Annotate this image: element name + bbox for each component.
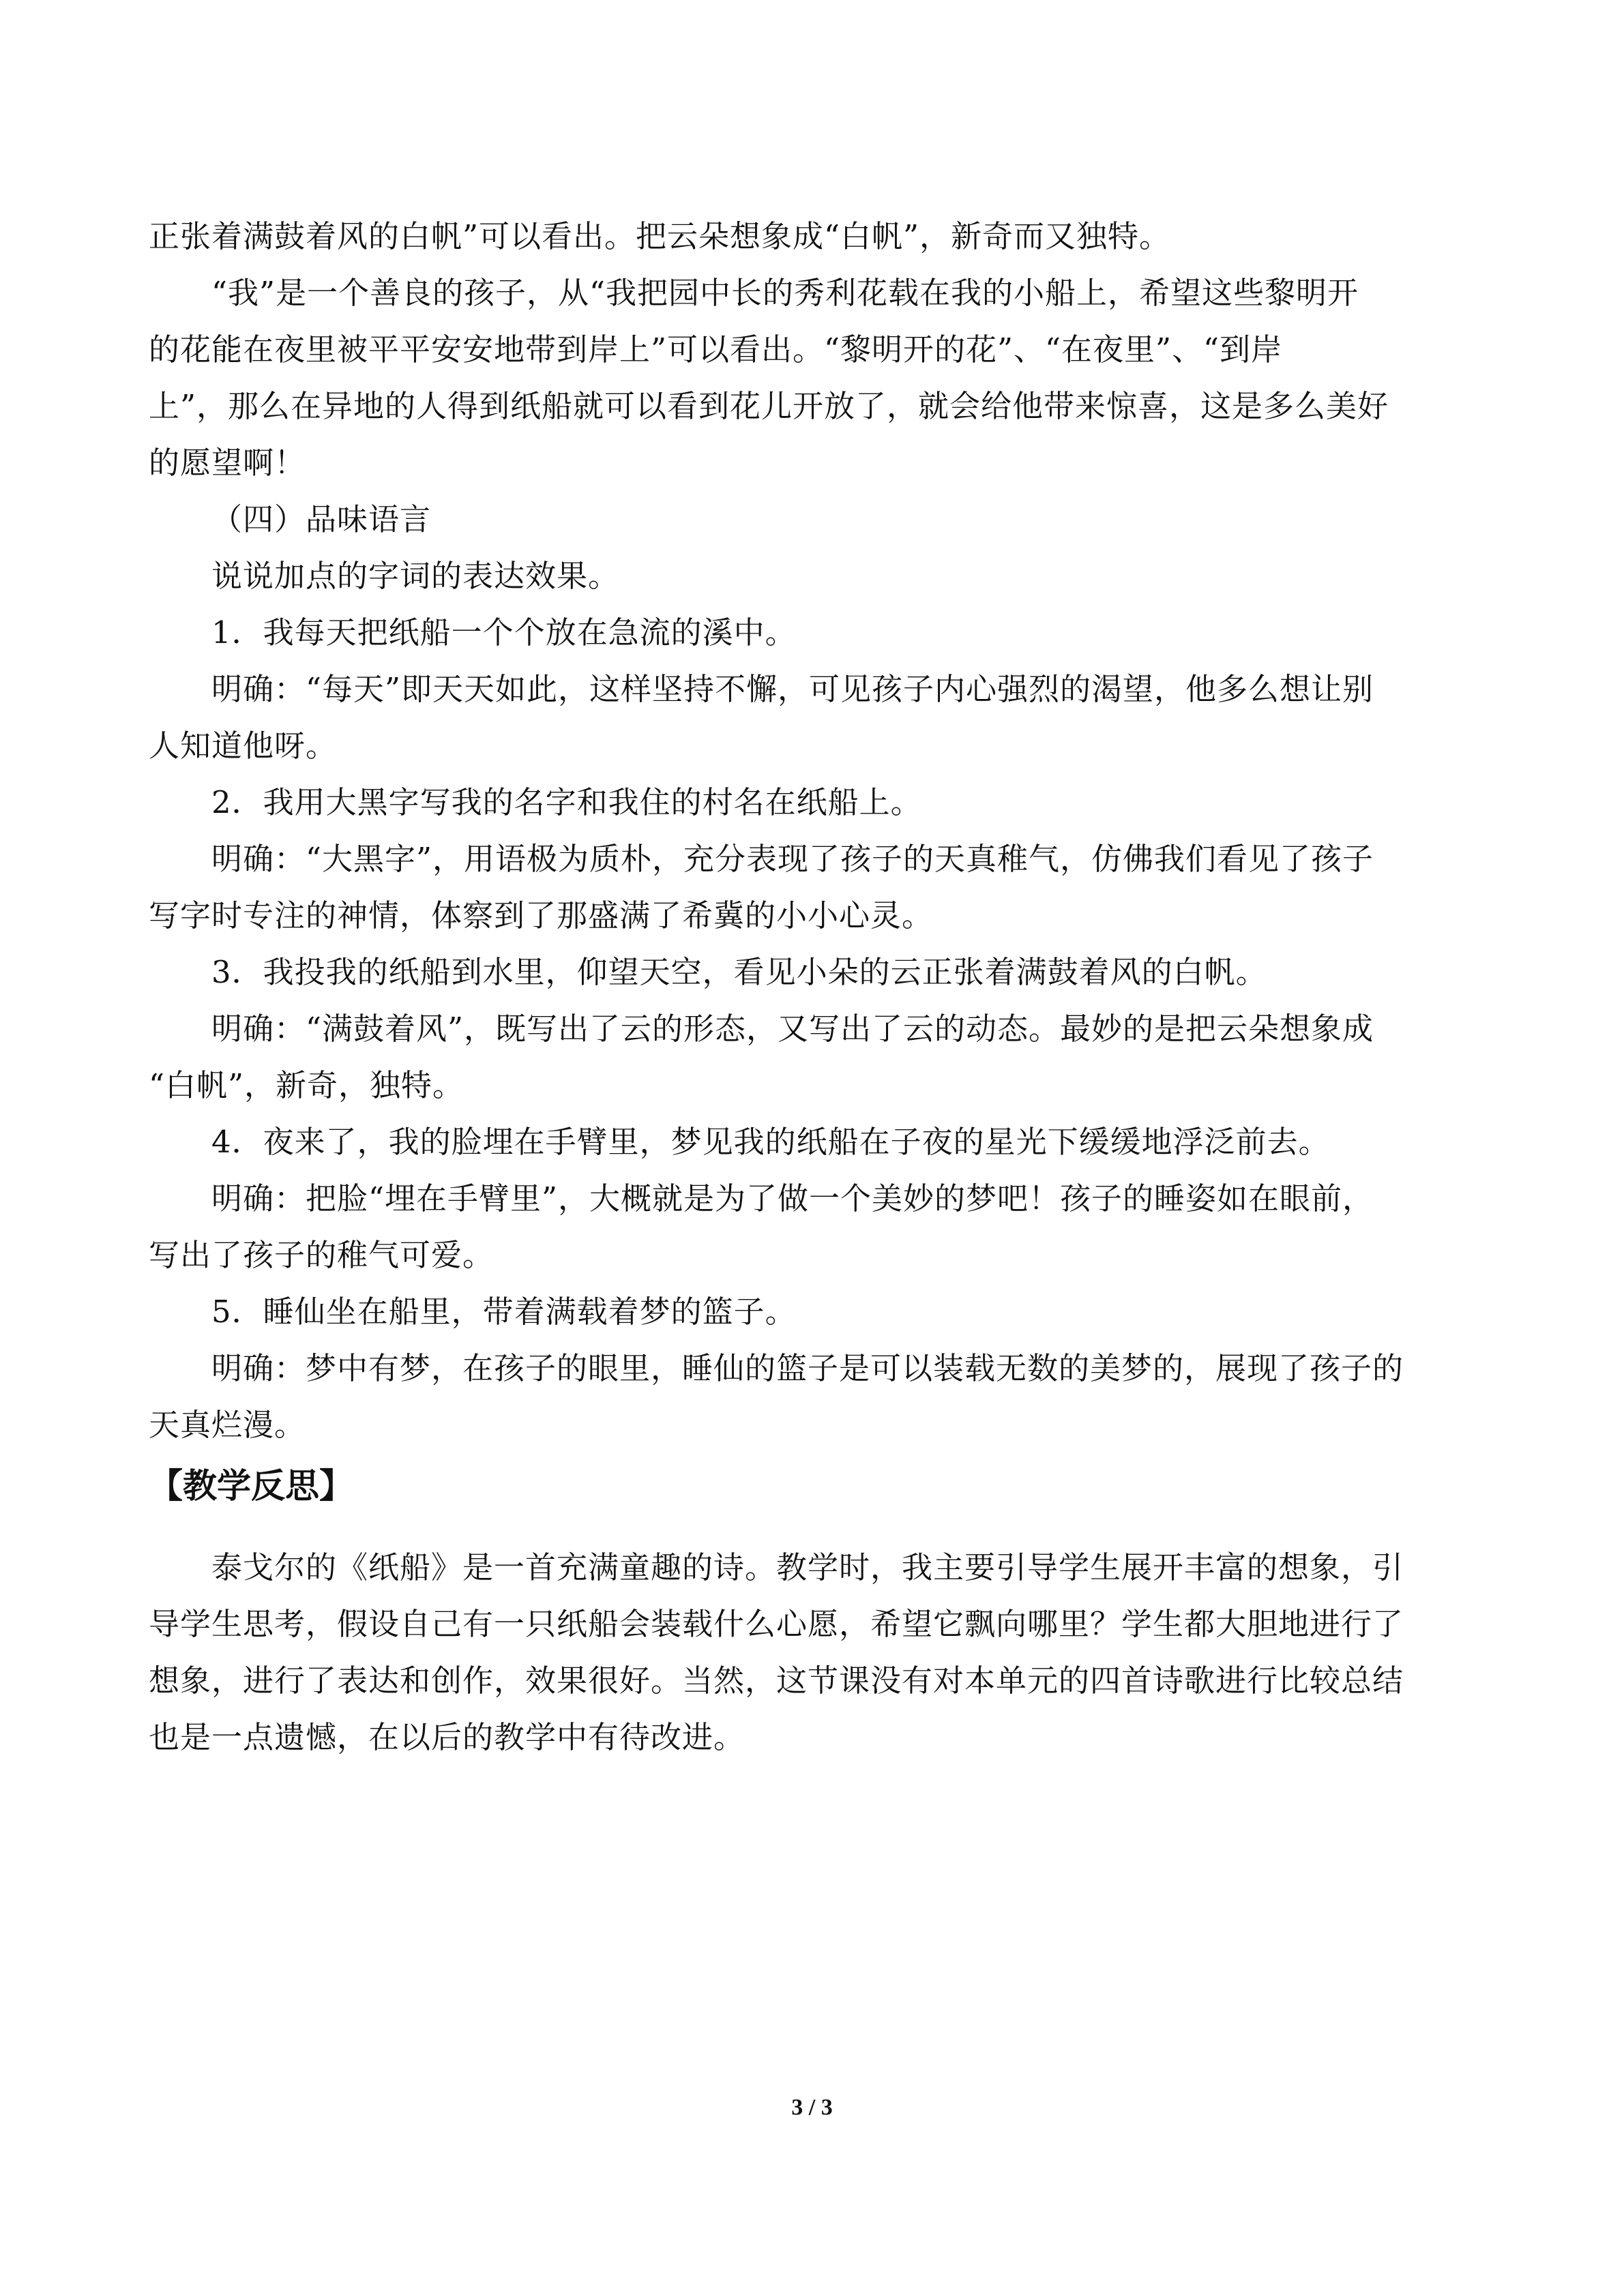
text-line: 上”，那么在异地的人得到纸船就可以看到花儿开放了，就会给他带来惊喜，这是多么美好 <box>149 388 1389 424</box>
text-line: “白帆”，新奇，独特。 <box>149 1067 464 1103</box>
text-line: 明确：把脸“埋在手臂里”，大概就是为了做一个美妙的梦吧！孩子的睡姿如在眼前， <box>211 1180 1374 1217</box>
text-line: 2．我用大黑字写我的名字和我住的村名在纸船上。 <box>211 784 922 820</box>
text-line: 导学生思考，假设自己有一只纸船会装载什么心愿，希望它飘向哪里？学生都大胆地进行了 <box>149 1606 1404 1642</box>
lesson-analysis-section <box>149 208 1457 1453</box>
text-line: 写出了孩子的稚气可爱。 <box>149 1237 494 1273</box>
text-line: 明确：“满鼓着风”，既写出了云的形态，又写出了云的动态。最妙的是把云朵想象成 <box>211 1011 1374 1047</box>
text-line: 明确：“每天”即天天如此，这样坚持不懈，可见孩子内心强烈的渴望，他多么想让别 <box>211 671 1374 707</box>
text-line: 明确：梦中有梦，在孩子的眼里，睡仙的篮子是可以装载无数的美梦的，展现了孩子的 <box>211 1350 1404 1386</box>
text-line: 也是一点遗憾，在以后的教学中有待改进。 <box>149 1719 745 1755</box>
text-line: 正张着满鼓着风的白帆”可以看出。把云朵想象成“白帆”，新奇而又独特。 <box>149 218 1171 254</box>
text-line: 写字时专注的神情，体察到了那盛满了希冀的小小心灵。 <box>149 897 934 934</box>
text-line: （四）品味语言 <box>211 501 432 537</box>
text-line: “我”是一个善良的孩子，从“我把园中长的秀利花载在我的小船上，希望这些黎明开 <box>211 275 1359 311</box>
text-line: 5．睡仙坐在船里，带着满载着梦的篮子。 <box>211 1294 797 1330</box>
text-line: 的花能在夜里被平平安安地带到岸上”可以看出。“黎明开的花”、“在夜里”、“到岸 <box>149 331 1283 368</box>
text-line: 的愿望啊！ <box>149 445 306 481</box>
text-line: 想象，进行了表达和创作，效果很好。当然，这节课没有对本单元的四首诗歌进行比较总结 <box>149 1663 1404 1699</box>
body-text <box>149 208 1457 1765</box>
text-line: 说说加点的字词的表达效果。 <box>211 558 620 594</box>
text-line: 3．我投我的纸船到水里，仰望天空，看见小朵的云正张着满鼓着风的白帆。 <box>211 954 1267 990</box>
text-line: 1．我每天把纸船一个个放在急流的溪中。 <box>211 614 797 651</box>
section-heading: 【教学反思】 <box>149 1466 353 1506</box>
text-line: 4．夜来了，我的脸埋在手臂里，梦见我的纸船在子夜的星光下缓缓地浮泛前去。 <box>211 1124 1330 1160</box>
text-line: 明确：“大黑字”，用语极为质朴，充分表现了孩子的天真稚气，仿佛我们看见了孩子 <box>211 841 1374 877</box>
text-line: 泰戈尔的《纸船》是一首充满童趣的诗。教学时，我主要引导学生展开丰富的想象，引 <box>211 1549 1404 1585</box>
text-line: 天真烂漫。 <box>149 1407 306 1443</box>
text-line: 人知道他呀。 <box>149 728 338 764</box>
teaching-reflection-section <box>149 1539 1457 1765</box>
page-number: 3 / 3 <box>791 2095 833 2120</box>
